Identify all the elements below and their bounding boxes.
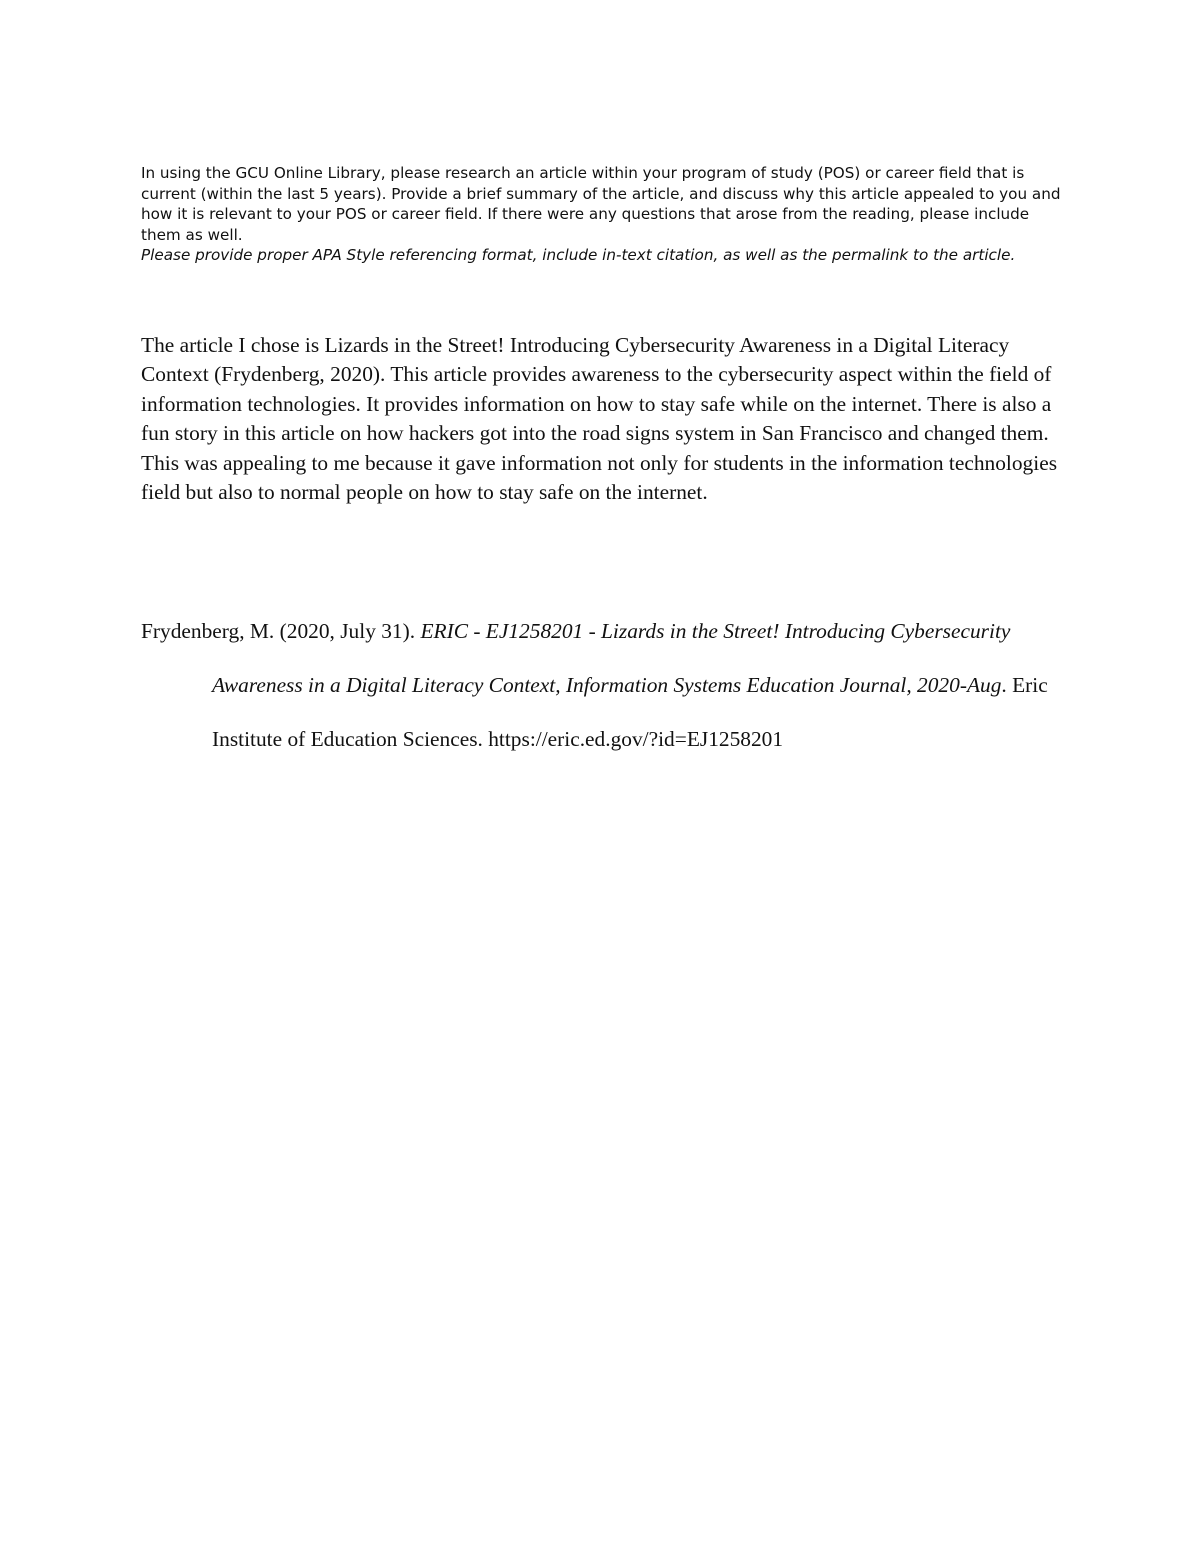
assignment-prompt [141, 163, 1071, 266]
reference-title: ERIC - EJ1258201 - Lizards in the Street! Introducing Cybersecurity Awareness in a Digital Literacy Context, Information Systems Education Journal, 2020-Aug [212, 619, 1011, 697]
prompt-instruction: Please provide proper APA Style referencing format, include in-text citation, as well as the permalink to the article. [141, 246, 1016, 265]
article-summary: The article I chose is Lizards in the Street! Introducing Cybersecurity Awareness in a Digital Literacy Context (Frydenberg, 2020). This article provides awareness to the cybersecurity aspect within the field of information technologies. It provides information on how to stay safe while on the internet. There is also a fun story in this article on how hackers got into the road signs system in San Francisco and changed them. This was appealing to me because it gave information not only for students in the information technologies field but also to normal people on how to stay safe on the internet. [141, 333, 1058, 505]
reference-author-date: Frydenberg, M. (2020, July 31). [141, 619, 421, 643]
apa-reference [141, 604, 1076, 766]
reference-publisher-url: . Eric Institute of Education Sciences. https://eric.ed.gov/?id=EJ1258201 [212, 673, 1048, 751]
prompt-text: In using the GCU Online Library, please research an article within your program of study (POS) or career field that is current (within the last 5 years). Provide a brief summary of the article, and discuss why this article appealed to you and how it is relevant to your POS or career field. If there were any questions that arose from the reading, please include them as well. [141, 164, 1061, 244]
